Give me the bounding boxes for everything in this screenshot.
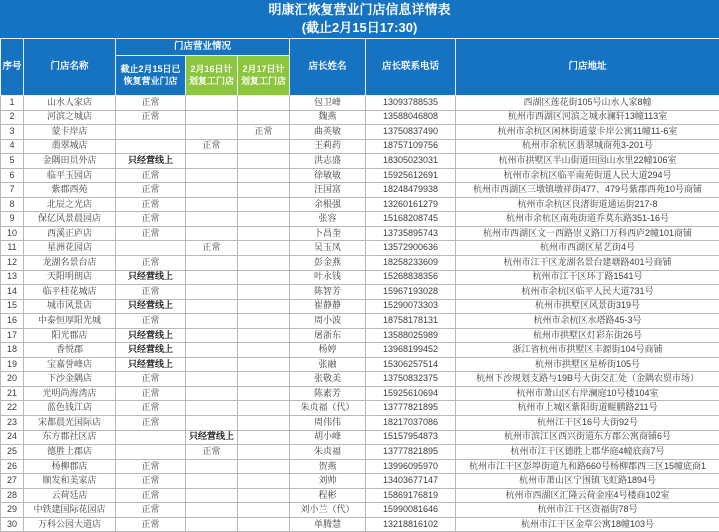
cell-manager: 卜昌奎 xyxy=(290,226,366,241)
cell-phone: 15990081646 xyxy=(366,503,456,518)
cell-seq: 29 xyxy=(1,503,24,518)
cell-s1: 正常 xyxy=(116,226,186,241)
col-header-status-group: 门店营业情况 xyxy=(116,39,290,56)
cell-s3 xyxy=(238,226,290,241)
cell-seq: 5 xyxy=(1,154,24,169)
store-table xyxy=(0,38,719,532)
cell-s3 xyxy=(238,445,290,460)
cell-seq: 16 xyxy=(1,314,24,329)
cell-s1: 只经营线上 xyxy=(116,299,186,314)
cell-s1: 正常 xyxy=(116,168,186,183)
cell-address: 杭州市余杭区南苑街道乔莫东路351-16号 xyxy=(456,212,719,227)
cell-s3 xyxy=(238,459,290,474)
cell-s3 xyxy=(238,517,290,532)
cell-s3 xyxy=(238,386,290,401)
cell-manager: 张融 xyxy=(290,357,366,372)
cell-name: 临平桂花城店 xyxy=(24,285,116,300)
cell-manager: 胡小峰 xyxy=(290,430,366,445)
table-row xyxy=(1,314,719,329)
cell-address: 杭州市余杭区水塔路45-3号 xyxy=(456,314,719,329)
cell-address: 杭州市上城区紫阳街道鲲鹏路211号 xyxy=(456,401,719,416)
cell-s3 xyxy=(238,328,290,343)
cell-phone: 13572900636 xyxy=(366,241,456,256)
cell-address: 杭州下沙规划支路与19B号大街交汇处（金隅农贸市场） xyxy=(456,372,719,387)
cell-phone: 13996095970 xyxy=(366,459,456,474)
table-row xyxy=(1,459,719,474)
cell-address: 杭州市江干区环丁路1541号 xyxy=(456,270,719,285)
cell-manager: 魏燕 xyxy=(290,110,366,125)
cell-phone: 15168208745 xyxy=(366,212,456,227)
cell-manager: 包卫峰 xyxy=(290,96,366,111)
cell-s3 xyxy=(238,256,290,271)
cell-address: 杭州市西湖区汇隆云荷金座4号楼商102室 xyxy=(456,488,719,503)
table-title xyxy=(0,0,719,38)
cell-s2 xyxy=(186,328,238,343)
cell-name: 城市风景店 xyxy=(24,299,116,314)
cell-seq: 11 xyxy=(1,241,24,256)
cell-phone: 15157954873 xyxy=(366,430,456,445)
cell-s3 xyxy=(238,212,290,227)
title-line2: (截止2月15日17:30) xyxy=(301,20,418,35)
cell-s1: 只经营线上 xyxy=(116,328,186,343)
cell-seq: 1 xyxy=(1,96,24,111)
cell-address: 杭州市拱墅区半山街道田园山水里22幢106室 xyxy=(456,154,719,169)
cell-s2 xyxy=(186,517,238,532)
cell-name: 宋都晨光国际店 xyxy=(24,416,116,431)
cell-s2 xyxy=(186,270,238,285)
cell-s2 xyxy=(186,488,238,503)
cell-s3 xyxy=(238,314,290,329)
table-row xyxy=(1,401,719,416)
cell-address: 杭州市江干区金草公寓18幢103号 xyxy=(456,517,719,532)
cell-s1: 正常 xyxy=(116,110,186,125)
cell-s1 xyxy=(116,139,186,154)
col-header-address: 门店地址 xyxy=(456,39,719,96)
table-row xyxy=(1,517,719,532)
cell-s1 xyxy=(116,125,186,140)
table-row xyxy=(1,386,719,401)
cell-name: 河滨之城店 xyxy=(24,110,116,125)
table-row xyxy=(1,197,719,212)
col-header-status-recovered: 截止2月15日已恢复营业门店 xyxy=(116,56,186,96)
cell-s3 xyxy=(238,372,290,387)
cell-s2: 只经营线上 xyxy=(186,430,238,445)
cell-s2 xyxy=(186,197,238,212)
cell-s2 xyxy=(186,299,238,314)
cell-name: 山水人家店 xyxy=(24,96,116,111)
col-header-seq: 序号 xyxy=(1,39,24,96)
cell-manager: 徐敏敏 xyxy=(290,168,366,183)
cell-phone: 18757109756 xyxy=(366,139,456,154)
cell-phone: 15869176819 xyxy=(366,488,456,503)
cell-address: 杭州市余杭区翡翠城商苑3-201号 xyxy=(456,139,719,154)
cell-phone: 18217037086 xyxy=(366,416,456,431)
table-row xyxy=(1,430,719,445)
cell-s2: 正常 xyxy=(186,445,238,460)
cell-manager: 陈智芳 xyxy=(290,285,366,300)
cell-s3 xyxy=(238,299,290,314)
cell-s2 xyxy=(186,125,238,140)
cell-s3 xyxy=(238,96,290,111)
cell-s1: 正常 xyxy=(116,488,186,503)
cell-phone: 13588025989 xyxy=(366,328,456,343)
cell-seq: 21 xyxy=(1,386,24,401)
cell-seq: 20 xyxy=(1,372,24,387)
cell-phone: 13403677147 xyxy=(366,474,456,489)
cell-s3 xyxy=(238,357,290,372)
cell-manager: 王莉药 xyxy=(290,139,366,154)
cell-s1 xyxy=(116,241,186,256)
cell-phone: 13735895743 xyxy=(366,226,456,241)
cell-address: 杭州市拱墅区灯彩东街26号 xyxy=(456,328,719,343)
cell-manager: 曲英敏 xyxy=(290,125,366,140)
table-row xyxy=(1,241,719,256)
cell-s2 xyxy=(186,285,238,300)
cell-phone: 13093788535 xyxy=(366,96,456,111)
cell-s2 xyxy=(186,110,238,125)
table-row xyxy=(1,372,719,387)
cell-s1: 正常 xyxy=(116,517,186,532)
cell-manager: 张容 xyxy=(290,212,366,227)
cell-manager: 杨婷 xyxy=(290,343,366,358)
cell-manager: 洪志盛 xyxy=(290,154,366,169)
cell-phone: 13777821895 xyxy=(366,445,456,460)
table-row xyxy=(1,299,719,314)
cell-s2 xyxy=(186,459,238,474)
cell-address: 杭州市余杭区闲林街道蒙卡岸公寓11幢11-6室 xyxy=(456,125,719,140)
cell-s1: 正常 xyxy=(116,197,186,212)
cell-seq: 30 xyxy=(1,517,24,532)
cell-address: 浙江省杭州市拱墅区丰源街104号商铺 xyxy=(456,343,719,358)
cell-manager: 程彬 xyxy=(290,488,366,503)
cell-s3 xyxy=(238,197,290,212)
cell-s1: 正常 xyxy=(116,401,186,416)
cell-seq: 7 xyxy=(1,183,24,198)
cell-name: 天阳明朗店 xyxy=(24,270,116,285)
cell-phone: 18305023031 xyxy=(366,154,456,169)
cell-s2 xyxy=(186,256,238,271)
table-row xyxy=(1,343,719,358)
cell-s1: 正常 xyxy=(116,459,186,474)
cell-phone: 13218816102 xyxy=(366,517,456,532)
cell-address: 杭州市西湖区文一西路崇义路口万科西庐2幢101商铺 xyxy=(456,226,719,241)
cell-seq: 27 xyxy=(1,474,24,489)
table-row xyxy=(1,139,719,154)
cell-seq: 9 xyxy=(1,212,24,227)
cell-s1: 正常 xyxy=(116,96,186,111)
cell-manager: 朱贞福（代） xyxy=(290,401,366,416)
cell-s2 xyxy=(186,96,238,111)
cell-seq: 10 xyxy=(1,226,24,241)
cell-s2 xyxy=(186,168,238,183)
cell-address: 杭州市江干区资福街78号 xyxy=(456,503,719,518)
cell-s3 xyxy=(238,110,290,125)
cell-name: 临平玉园店 xyxy=(24,168,116,183)
cell-s1: 正常 xyxy=(116,503,186,518)
cell-s2 xyxy=(186,314,238,329)
table-body xyxy=(1,96,719,532)
cell-s3 xyxy=(238,168,290,183)
cell-name: 龙湖名景台店 xyxy=(24,256,116,271)
cell-s2 xyxy=(186,154,238,169)
cell-phone: 13588046808 xyxy=(366,110,456,125)
cell-address: 杭州江干区16号大街92号 xyxy=(456,416,719,431)
table-row xyxy=(1,183,719,198)
cell-address: 杭州市西湖区星艺街4号 xyxy=(456,241,719,256)
cell-s3 xyxy=(238,430,290,445)
cell-manager: 单腾慧 xyxy=(290,517,366,532)
col-header-manager: 店长姓名 xyxy=(290,39,366,96)
cell-name: 蒙卡岸店 xyxy=(24,125,116,140)
cell-s2 xyxy=(186,386,238,401)
cell-s1: 只经营线上 xyxy=(116,357,186,372)
cell-address: 杭州市拱墅区星桥街105号 xyxy=(456,357,719,372)
table-row xyxy=(1,168,719,183)
col-header-store-name: 门店名称 xyxy=(24,39,116,96)
table-row xyxy=(1,488,719,503)
cell-name: 万科公园大道店 xyxy=(24,517,116,532)
cell-s1: 正常 xyxy=(116,183,186,198)
cell-manager: 朱贞福 xyxy=(290,445,366,460)
cell-phone: 15290073303 xyxy=(366,299,456,314)
cell-name: 蓝色钱江店 xyxy=(24,401,116,416)
cell-name: 紫郡西苑 xyxy=(24,183,116,198)
cell-s2 xyxy=(186,212,238,227)
cell-seq: 6 xyxy=(1,168,24,183)
cell-name: 下沙金隅店 xyxy=(24,372,116,387)
cell-manager: 彭金燕 xyxy=(290,256,366,271)
cell-name: 北辰之光店 xyxy=(24,197,116,212)
cell-s2 xyxy=(186,372,238,387)
cell-manager: 余根强 xyxy=(290,197,366,212)
cell-address: 杭州市拱墅区风景街319号 xyxy=(456,299,719,314)
cell-s2 xyxy=(186,416,238,431)
cell-phone: 15306257514 xyxy=(366,357,456,372)
cell-seq: 26 xyxy=(1,459,24,474)
cell-name: 宝嘉誉峰店 xyxy=(24,357,116,372)
table-row xyxy=(1,226,719,241)
cell-address: 杭州市余杭区良渚街道通运街217-8 xyxy=(456,197,719,212)
cell-s3 xyxy=(238,183,290,198)
cell-s1: 正常 xyxy=(116,285,186,300)
cell-phone: 15967193028 xyxy=(366,285,456,300)
cell-phone: 13968199452 xyxy=(366,343,456,358)
cell-seq: 3 xyxy=(1,125,24,140)
col-header-status-feb17: 2月17日计划复工门店 xyxy=(238,56,290,96)
table-row xyxy=(1,154,719,169)
cell-s3 xyxy=(238,139,290,154)
cell-seq: 12 xyxy=(1,256,24,271)
cell-s1: 只经营线上 xyxy=(116,154,186,169)
title-line1: 明康汇恢复营业门店信息详情表 xyxy=(268,1,451,17)
cell-s1: 正常 xyxy=(116,212,186,227)
table-row xyxy=(1,96,719,111)
cell-s3 xyxy=(238,285,290,300)
cell-name: 阳光郡店 xyxy=(24,328,116,343)
table-row xyxy=(1,125,719,140)
cell-address: 杭州市滨江区西兴街道东方郡公寓商铺6号 xyxy=(456,430,719,445)
cell-phone: 13260161279 xyxy=(366,197,456,212)
table-row xyxy=(1,328,719,343)
cell-manager: 刘小兰（代） xyxy=(290,503,366,518)
cell-phone: 18258233609 xyxy=(366,256,456,271)
cell-phone: 13777821895 xyxy=(366,401,456,416)
cell-name: 顺发和美家店 xyxy=(24,474,116,489)
cell-s1: 正常 xyxy=(116,372,186,387)
cell-s1: 正常 xyxy=(116,256,186,271)
cell-manager: 屠浙东 xyxy=(290,328,366,343)
cell-seq: 24 xyxy=(1,430,24,445)
cell-seq: 19 xyxy=(1,357,24,372)
cell-phone: 18758178131 xyxy=(366,314,456,329)
cell-seq: 17 xyxy=(1,328,24,343)
cell-manager: 汪国富 xyxy=(290,183,366,198)
table-row xyxy=(1,270,719,285)
cell-seq: 25 xyxy=(1,445,24,460)
table-row xyxy=(1,445,719,460)
cell-name: 杨柳郡店 xyxy=(24,459,116,474)
cell-address: 杭州市江干区彭埠街道九和路660号杨柳郡西三区15幢底商1 xyxy=(456,459,719,474)
cell-s1: 正常 xyxy=(116,474,186,489)
cell-s2: 正常 xyxy=(186,139,238,154)
cell-manager: 崔静静 xyxy=(290,299,366,314)
cell-phone: 15268838356 xyxy=(366,270,456,285)
cell-address: 杭州市江干区德胜上郡华庭4幢底商7号 xyxy=(456,445,719,460)
table-row xyxy=(1,212,719,227)
table-row xyxy=(1,110,719,125)
cell-name: 中泰恒厚阳光城 xyxy=(24,314,116,329)
cell-s2 xyxy=(186,357,238,372)
cell-s2 xyxy=(186,183,238,198)
cell-address: 杭州市萧山区宁围镇飞虹路1894号 xyxy=(456,474,719,489)
cell-s1: 只经营线上 xyxy=(116,343,186,358)
cell-s2: 正常 xyxy=(186,241,238,256)
table-row xyxy=(1,285,719,300)
cell-s3 xyxy=(238,241,290,256)
cell-name: 保亿风景晨园店 xyxy=(24,212,116,227)
cell-seq: 2 xyxy=(1,110,24,125)
cell-seq: 23 xyxy=(1,416,24,431)
cell-s3 xyxy=(238,503,290,518)
cell-address: 杭州市江干区龙湖名景台建塘路401号商铺 xyxy=(456,256,719,271)
cell-s3: 正常 xyxy=(238,125,290,140)
cell-name: 德胜上郡店 xyxy=(24,445,116,460)
cell-manager: 贺燕 xyxy=(290,459,366,474)
table-row xyxy=(1,256,719,271)
table-row xyxy=(1,416,719,431)
table-row xyxy=(1,474,719,489)
cell-address: 杭州市余杭区临平人民大道731号 xyxy=(456,285,719,300)
cell-s2 xyxy=(186,226,238,241)
cell-s2 xyxy=(186,343,238,358)
cell-name: 光明尚海湾店 xyxy=(24,386,116,401)
cell-s3 xyxy=(238,488,290,503)
cell-address: 杭州市西湖区三墩镇墩祥街477、479号紫郡西苑10号商铺 xyxy=(456,183,719,198)
cell-s1: 只经营线上 xyxy=(116,270,186,285)
cell-s2 xyxy=(186,474,238,489)
cell-phone: 15925612691 xyxy=(366,168,456,183)
cell-s1 xyxy=(116,445,186,460)
cell-manager: 刘帅 xyxy=(290,474,366,489)
cell-phone: 13750837490 xyxy=(366,125,456,140)
cell-s1: 正常 xyxy=(116,416,186,431)
cell-seq: 14 xyxy=(1,285,24,300)
cell-seq: 28 xyxy=(1,488,24,503)
cell-s3 xyxy=(238,474,290,489)
cell-s2 xyxy=(186,503,238,518)
cell-name: 星洲花园店 xyxy=(24,241,116,256)
cell-seq: 4 xyxy=(1,139,24,154)
cell-address: 杭州市萧山区右岸澜庭10号楼104室 xyxy=(456,386,719,401)
cell-manager: 周伟伟 xyxy=(290,416,366,431)
cell-s1: 正常 xyxy=(116,386,186,401)
cell-phone: 13750832375 xyxy=(366,372,456,387)
table-row xyxy=(1,357,719,372)
table-header xyxy=(1,39,719,96)
cell-manager: 叶永钱 xyxy=(290,270,366,285)
cell-name: 东方郡社区店 xyxy=(24,430,116,445)
cell-name: 金隅田员外店 xyxy=(24,154,116,169)
cell-seq: 22 xyxy=(1,401,24,416)
col-header-phone: 店长联系电话 xyxy=(366,39,456,96)
cell-seq: 13 xyxy=(1,270,24,285)
cell-s1: 正常 xyxy=(116,314,186,329)
cell-phone: 18248479938 xyxy=(366,183,456,198)
cell-name: 翡翠城店 xyxy=(24,139,116,154)
cell-seq: 18 xyxy=(1,343,24,358)
cell-s3 xyxy=(238,270,290,285)
cell-name: 香悦郡 xyxy=(24,343,116,358)
cell-address: 杭州市西湖区河滨之城水澜轩13幢113室 xyxy=(456,110,719,125)
cell-manager: 周小波 xyxy=(290,314,366,329)
cell-manager: 张敬美 xyxy=(290,372,366,387)
cell-manager: 陈素芳 xyxy=(290,386,366,401)
cell-s3 xyxy=(238,154,290,169)
cell-s3 xyxy=(238,416,290,431)
cell-name: 西溪正庐店 xyxy=(24,226,116,241)
cell-s2 xyxy=(186,401,238,416)
col-header-status-feb16: 2月16日计划复工门店 xyxy=(186,56,238,96)
cell-phone: 15925610694 xyxy=(366,386,456,401)
cell-address: 杭州市余杭区临平南苑街道人民大道294号 xyxy=(456,168,719,183)
cell-name: 中铁建国际花园店 xyxy=(24,503,116,518)
cell-manager: 吴玉凤 xyxy=(290,241,366,256)
cell-name: 云荷廷店 xyxy=(24,488,116,503)
cell-s3 xyxy=(238,401,290,416)
cell-s1 xyxy=(116,430,186,445)
cell-seq: 15 xyxy=(1,299,24,314)
cell-address: 西湖区莲花街105号山水人家8幢 xyxy=(456,96,719,111)
cell-seq: 8 xyxy=(1,197,24,212)
cell-s3 xyxy=(238,343,290,358)
table-row xyxy=(1,503,719,518)
